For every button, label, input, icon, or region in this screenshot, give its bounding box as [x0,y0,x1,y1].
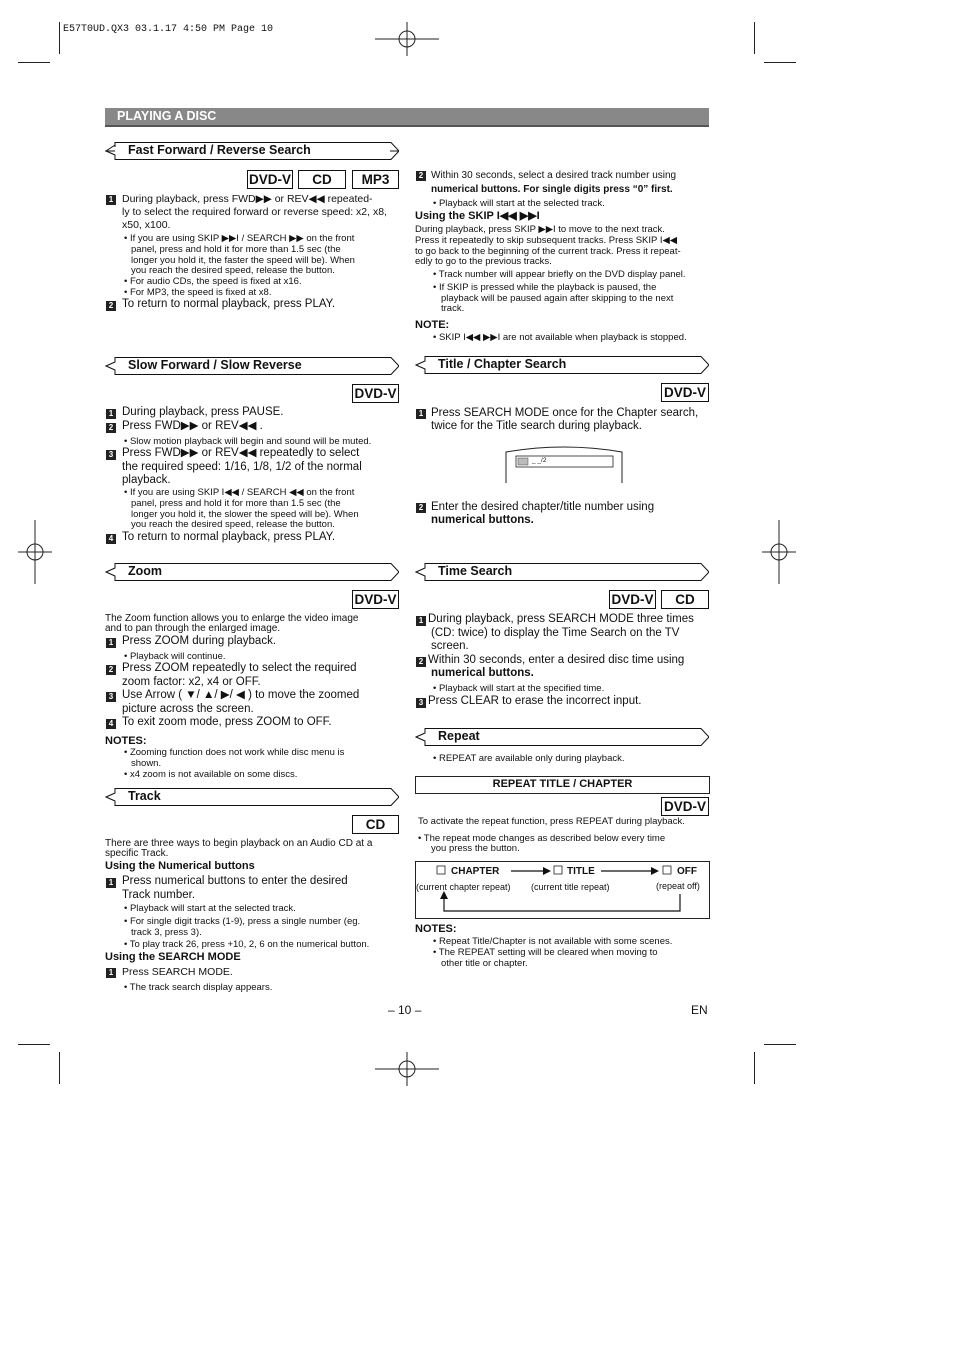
step-number: 2 [106,665,116,675]
repeat-box-title: REPEAT TITLE / CHAPTER [492,778,633,790]
step-number: 1 [416,616,426,626]
section-header-track [105,788,399,806]
section-header-slow [105,357,399,375]
step-text: During playback, press SEARCH MODE three times [428,613,694,625]
page-number: – 10 – [388,1003,422,1017]
step-text: During playback, press PAUSE. [122,406,284,418]
bullet-text: • For single digit tracks (1-9), press a single number (eg. [124,916,361,927]
badge-cd: CD [352,815,399,834]
note-text: other title or chapter. [441,958,528,969]
subheading: Using the SEARCH MODE [105,951,241,963]
badge-mp3: MP3 [352,170,399,189]
step-number: 1 [416,409,426,419]
step-number: 2 [106,423,116,433]
badge-dvd-v: DVD-V [661,383,709,402]
intro-text: specific Track. [105,848,169,859]
section-header-label: Track [128,789,161,803]
section-header-repeat [415,728,709,746]
paragraph-text: • The repeat mode changes as described below every time [418,833,666,844]
step-number: 1 [106,195,116,205]
step-text: Press ZOOM repeatedly to select the required [122,662,357,674]
bullet-text: • Slow motion playback will begin and sound will be muted. [124,436,372,447]
notes-heading: NOTES: [105,735,147,747]
bullet-text: • To play track 26, press +10, 2, 6 on the numerical button. [124,939,370,950]
display-text: _ _/2 [532,457,547,464]
subheading: Using the Numerical buttons [105,860,255,872]
note-text: • x4 zoom is not available on some discs. [124,769,298,780]
section-title: PLAYING A DISC [117,109,217,123]
crop-mark [764,62,796,63]
section-header-label: Title / Chapter Search [438,357,567,371]
step-number: 3 [106,450,116,460]
registration-mark-bottom [375,1052,439,1086]
section-header-zoom [105,563,399,581]
section-header-label: Time Search [438,564,513,578]
repeat-title-label: TITLE [567,866,595,877]
intro-text: There are three ways to begin playback on an Audio CD at a [105,838,373,849]
bullet-text: • REPEAT are available only during playback. [433,753,625,764]
section-header-label: Zoom [128,564,163,578]
step-text: Press SEARCH MODE once for the Chapter search, [431,407,699,419]
step-text: Press FWD▶▶ or REV◀◀ repeatedly to select [122,447,360,459]
repeat-chapter-sub: (current chapter repeat) [416,882,511,892]
bullet-text: • Playback will start at the selected track. [124,903,296,914]
step-text: zoom factor: x2, x4 or OFF. [122,676,261,688]
bullet-text: playback will be paused again after skipping to the next [441,293,674,304]
step-number: 2 [416,171,426,181]
step-number: 1 [106,968,116,978]
paragraph-text: you press the button. [431,843,520,854]
intro-text: The Zoom function allows you to enlarge the video image [105,613,359,624]
subheading: Using the SKIP I◀◀ ▶▶I [415,210,540,222]
note-text: • Repeat Title/Chapter is not available with some scenes. [433,936,673,947]
step-text: Track number. [122,889,196,901]
bullet-text: • For MP3, the speed is fixed at x8. [124,287,272,298]
badge-dvd-v: DVD-V [352,590,399,609]
crop-mark [59,1052,60,1084]
step-text: Use Arrow ( ▼/ ▲/ ▶/ ◀ ) to move the zoomed [122,689,360,701]
step-text: ly to select the required forward or reverse speed: x2, x8, [122,206,387,218]
bullet-text: longer you hold it, the slower the speed will be). When [131,509,359,520]
repeat-off-label: OFF [677,866,697,877]
note-text: • SKIP I◀◀ ▶▶I are not available when playback is stopped. [433,332,687,343]
step-text: Press numerical buttons to enter the desired [122,875,348,887]
step-text: To return to normal playback, press PLAY. [122,531,336,543]
paragraph-text: To activate the repeat function, press REPEAT during playback. [418,816,685,827]
section-header-label: Repeat [438,729,480,743]
step-number: 2 [416,657,426,667]
bullet-text: • If SKIP is pressed while the playback is paused, the [433,282,657,293]
badge-cd: CD [661,590,709,609]
step-text: numerical buttons. For single digits press “0” first. [431,184,673,195]
step-text: twice for the Title search during playback. [431,420,642,432]
note-text: • The REPEAT setting will be cleared when moving to [433,947,658,958]
section-title-bar [105,108,709,127]
step-text: Press CLEAR to erase the incorrect input. [428,695,642,707]
badge-dvd-v: DVD-V [352,384,399,403]
section-header-fast-forward [105,142,399,160]
bullet-text: longer you hold it, the faster the speed will be). When [131,255,355,266]
section-header-time-search [415,563,709,581]
repeat-off-sub: (repeat off) [656,881,700,891]
registration-mark-top [375,22,439,56]
step-text: playback. [122,474,171,486]
bullet-text: you reach the desired speed, release the button. [131,519,335,530]
step-text: numerical buttons. [431,514,534,526]
section-header-label: Fast Forward / Reverse Search [128,143,311,157]
step-text: Press ZOOM during playback. [122,635,277,647]
step-text: picture across the screen. [122,703,254,715]
note-heading: NOTE: [415,319,450,331]
crop-mark [18,1044,50,1045]
note-text: • Zooming function does not work while disc menu is [124,747,345,758]
step-text: Press FWD▶▶ or REV◀◀ . [122,420,263,432]
step-text: Within 30 seconds, select a desired track number using [431,170,677,181]
step-number: 1 [106,638,116,648]
print-header: E57T0UD.QX3 03.1.17 4:50 PM Page 10 [63,24,274,35]
crop-mark [18,62,50,63]
paragraph-text: Press it repeatedly to skip subsequent tracks. Press SKIP I◀◀ [415,235,678,246]
registration-mark-left [18,520,52,584]
repeat-chapter-label: CHAPTER [451,866,500,877]
step-number: 4 [106,719,116,729]
bullet-text: • Playback will start at the specified time. [433,683,605,694]
paragraph-text: During playback, press SKIP ▶▶I to move to the next track. [415,224,665,235]
crop-mark [754,22,755,54]
step-text: x50, x100. [122,219,171,231]
step-text: the required speed: 1/16, 1/8, 1/2 of the normal [122,461,362,473]
bullet-text: • If you are using SKIP I◀◀ / SEARCH ◀◀ on the front [124,487,355,498]
step-text: numerical buttons. [431,667,534,679]
step-text: Within 30 seconds, enter a desired disc time using [428,654,685,666]
section-header-label: Slow Forward / Slow Reverse [128,358,302,372]
step-text: To exit zoom mode, press ZOOM to OFF. [122,716,332,728]
crop-mark [754,1052,755,1084]
bullet-text: • For audio CDs, the speed is fixed at x16. [124,276,302,287]
bullet-text: track 3, press 3). [131,927,202,938]
bullet-text: • Playback will continue. [124,651,226,662]
notes-heading: NOTES: [415,923,457,935]
step-text: screen. [431,640,469,652]
bullet-text: track. [441,303,465,314]
step-number: 3 [106,692,116,702]
intro-text: and to pan through the enlarged image. [105,623,281,634]
step-text: Enter the desired chapter/title number using [431,501,655,513]
badge-dvd-v: DVD-V [248,172,291,187]
badge-dvd-v: DVD-V [609,590,656,609]
bullet-text: • Track number will appear briefly on the DVD display panel. [433,269,686,280]
step-number: 2 [416,503,426,513]
section-header-title-chapter [415,356,709,374]
note-text: shown. [131,758,162,769]
crop-mark [59,22,60,54]
badge-cd: CD [298,170,346,189]
bullet-text: • If you are using SKIP ▶▶I / SEARCH ▶▶ on the front [124,233,355,244]
step-text: During playback, press FWD▶▶ or REV◀◀ repeated- [122,193,373,205]
repeat-title-box [415,776,710,794]
step-number: 1 [106,409,116,419]
bullet-text: • Playback will start at the selected track. [433,198,605,209]
repeat-title-sub: (current title repeat) [531,882,610,892]
step-number: 1 [106,878,116,888]
step-text: Press SEARCH MODE. [122,966,233,978]
step-number: 2 [106,301,116,311]
bullet-text: • The track search display appears. [124,982,273,993]
step-number: 4 [106,534,116,544]
paragraph-text: to go back to the beginning of the current track. Press it repeat- [415,246,681,257]
paragraph-text: edly to go to the previous tracks. [415,256,552,267]
tv-screen-display [505,446,623,484]
badge-dvd-v: DVD-V [661,797,709,816]
crop-mark [764,1044,796,1045]
step-number: 3 [416,698,426,708]
registration-mark-right [762,520,796,584]
bullet-text: you reach the desired speed, release the button. [131,265,335,276]
bullet-text: panel, press and hold it for more than 1.5 sec (the [131,498,341,509]
step-text: (CD: twice) to display the Time Search on the TV [431,627,680,639]
step-text: To return to normal playback, press PLAY. [122,298,336,310]
bullet-text: panel, press and hold it for more than 1.5 sec (the [131,244,341,255]
language-code: EN [691,1003,708,1017]
